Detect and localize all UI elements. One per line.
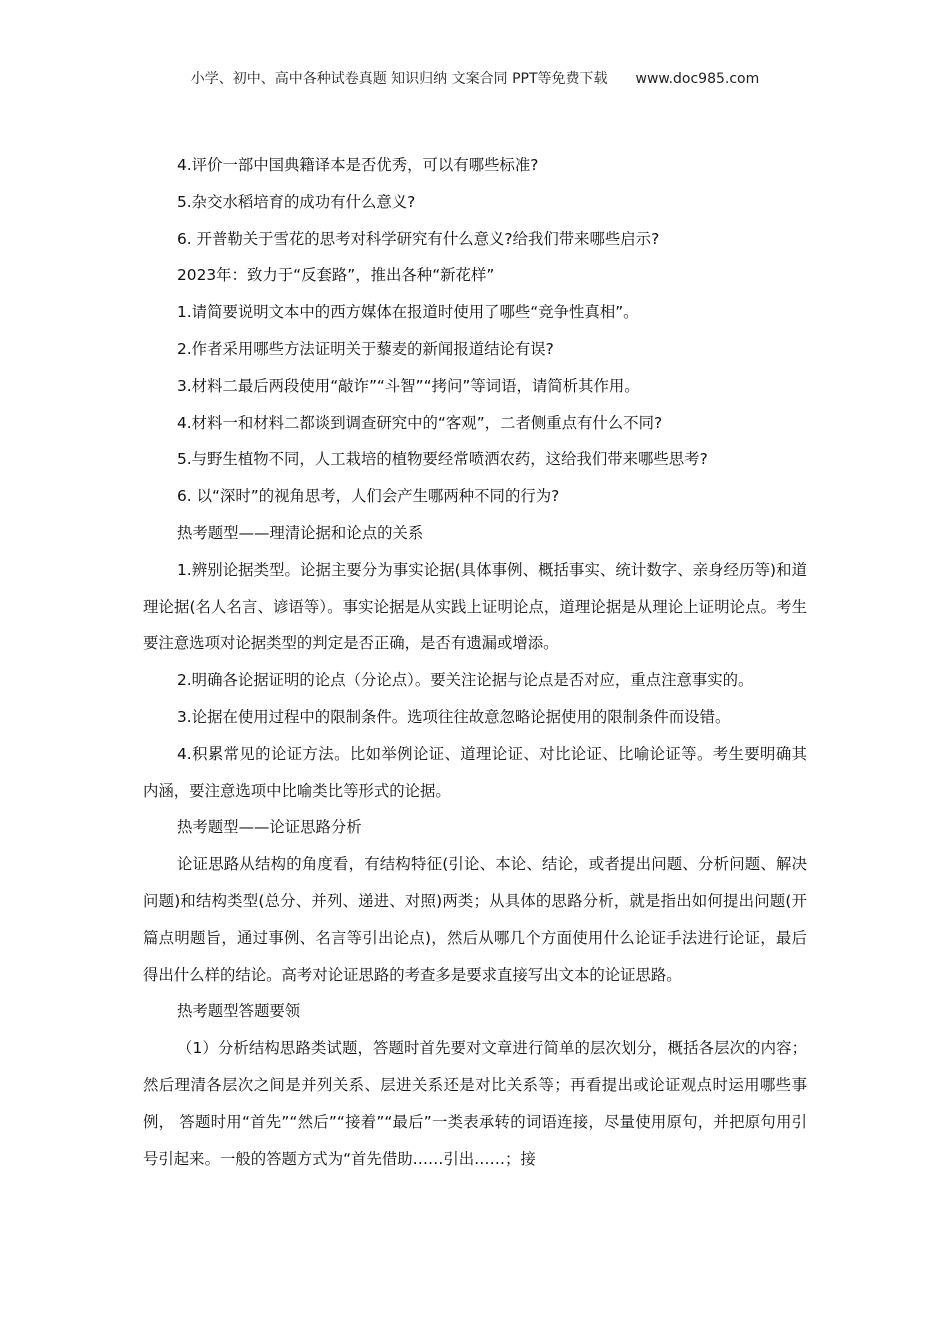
header-text: 小学、初中、高中各种试卷真题 知识归纳 文案合同 PPT等免费下载 <box>190 71 608 87</box>
question-item: 5.杂交水稻培育的成功有什么意义? <box>177 192 416 211</box>
section-heading: 2023年：致力于“反套路”，推出各种“新花样” <box>177 266 495 285</box>
section-heading: 热考题型答题要领 <box>177 1002 301 1021</box>
body-paragraph: 4.积累常见的论证方法。比如举例论证、道理论证、对比论证、比喻论证等。考生要明确其内涵，要注意选项中比喻类比等形式的论据。 <box>143 744 807 800</box>
question-item: 3.材料二最后两段使用“敲诈”“斗智”“拷问”等词语，请简析其作用。 <box>177 376 640 395</box>
question-item: 4.评价一部中国典籍译本是否优秀，可以有哪些标准? <box>177 156 539 174</box>
question-item: 1.请简要说明文本中的西方媒体在报道时使用了哪些“竞争性真相”。 <box>177 303 639 322</box>
question-item: 2.作者采用哪些方法证明关于藜麦的新闻报道结论有误? <box>177 339 554 358</box>
body-paragraph: 3.论据在使用过程中的限制条件。选项往往故意忽略论据使用的限制条件而设错。 <box>177 707 731 726</box>
document-body <box>143 147 807 1177</box>
header-url: www.doc985.com <box>635 71 760 87</box>
body-paragraph: 论证思路从结构的角度看，有结构特征(引论、本论、结论，或者提出问题、分析问题、解决问题)和结构类型(总分、并列、递进、对照)两类；从具体的思路分析，就是指出如何提出问题(开篇点明题旨，通过事例、名言等引出论点)，然后从哪几个方面使用什么论证手法进行论证，最后得出什么样的结论。高考对论证思路的考查多是要求直接写出文本的论证思路。 <box>143 855 807 984</box>
body-paragraph: 1.辨别论据类型。论据主要分为事实论据(具体事例、概括事实、统计数字、亲身经历等)和道理论据(名人名言、谚语等）。事实论据是从实践上证明论点，道理论据是从理论上证明论点。考生要注意选项对论据类型的判定是否正确，是否有遗漏或增添。 <box>143 560 807 653</box>
body-paragraph: 2.明确各论据证明的论点（分论点）。要关注论据与论点是否对应，重点注意事实的。 <box>177 671 754 690</box>
section-heading: 热考题型——理清论据和论点的关系 <box>177 523 424 542</box>
section-heading: 热考题型——论证思路分析 <box>177 818 362 837</box>
question-item: 4.材料一和材料二都谈到调查研究中的“客观”，二者侧重点有什么不同? <box>177 413 663 432</box>
body-paragraph: （1）分析结构思路类试题，答题时首先要对文章进行简单的层次划分，概括各层次的内容；然后理清各层次之间是并列关系、层进关系还是对比关系等；再看提出或论证观点时运用哪些事例， 答题时用“首先”“然后”“接着”“最后”一类表承转的词语连接，尽量使用原句，并把原句用引号引起来。一般的答题方式为“首先借助……引出……；接 <box>143 1039 807 1168</box>
question-item: 6. 以“深时”的视角思考，人们会产生哪两种不同的行为? <box>177 487 560 506</box>
question-item: 5.与野生植物不同，人工栽培的植物要经常喷洒农药，这给我们带来哪些思考? <box>177 450 708 469</box>
page-header <box>0 68 950 88</box>
question-item: 6. 开普勒关于雪花的思考对科学研究有什么意义?给我们带来哪些启示? <box>177 229 660 248</box>
